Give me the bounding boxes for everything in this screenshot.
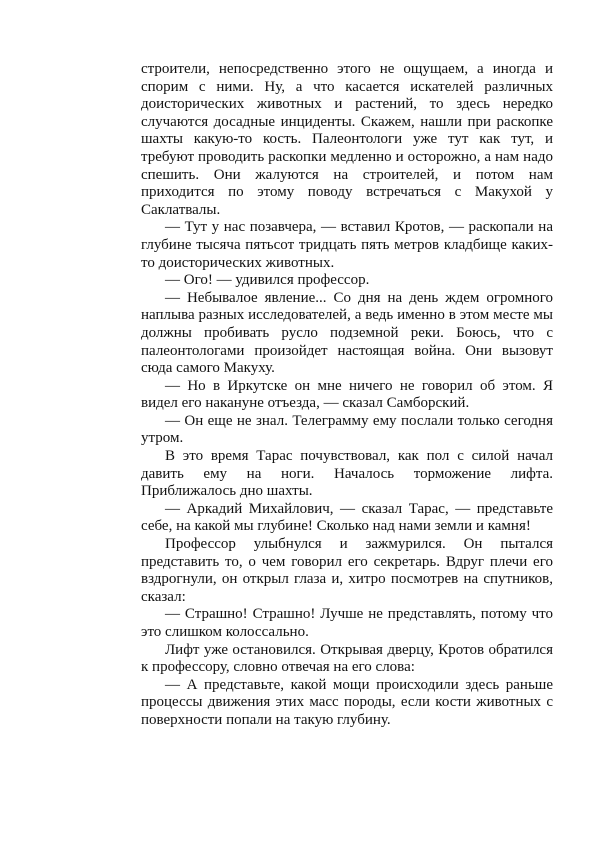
paragraph: Профессор улыбнулся и зажмурился. Он пытался представить то, о чем говорил его секретарь. Вдруг плечи его вздрогнули, он открыл глаза и, хитро посмотрев на спутников, сказал:	[141, 536, 553, 605]
paragraph: — Тут у нас позавчера, — вставил Кротов, — раскопали на глубине тысяча пятьсот тридцать пять метров кладбище каких-то доисторических животных.	[141, 219, 553, 271]
paragraph: строители, непосредственно этого не ощущаем, а иногда и спорим с ними. Ну, а что касается искателей различных доисторических животных и растений, то здесь нередко случаются досадные инциденты. Скажем, нашли при раскопке шахты какую-то кость. Палеонтологи уже тут как тут, и требуют проводить раскопки медленно и осторожно, а нам надо спешить. Они жалуются на строителей, и потом нам приходится по этому поводу встречаться с Макухой у Саклатвалы.	[141, 61, 553, 218]
paragraph: — Небывалое явление... Со дня на день ждем огромного наплыва разных исследователей, а ведь именно в этом месте мы должны пробивать русло подземной реки. Боюсь, что с палеонтологами произойдет настоящая война. Они вызовут сюда самого Макуху.	[141, 289, 553, 377]
paragraph: — Аркадий Михайлович, — сказал Тарас, — представьте себе, на какой мы глубине! Сколько над нами земли и камня!	[141, 500, 553, 535]
paragraph: В это время Тарас почувствовал, как пол с силой начал давить ему на ноги. Началось торможение лифта. Приближалось дно шахты.	[141, 448, 553, 500]
page-text	[141, 61, 553, 730]
paragraph: — Он еще не знал. Телеграмму ему послали только сегодня утром.	[141, 412, 553, 447]
paragraph: Лифт уже остановился. Открывая дверцу, Кротов обратился к профессору, словно отвечая на его слова:	[141, 641, 553, 676]
paragraph: — Ого! — удивился профессор.	[165, 272, 370, 289]
paragraph: — Страшно! Страшно! Лучше не представлять, потому что это слишком колоссально.	[141, 606, 553, 640]
paragraph: — Но в Иркутске он мне ничего не говорил об этом. Я видел его накануне отъезда, — сказал Самборский.	[141, 377, 553, 412]
paragraph: — А представьте, какой мощи происходили здесь раньше процессы движения этих масс породы, если кости животных с поверхности попали на такую глубину.	[141, 676, 553, 728]
